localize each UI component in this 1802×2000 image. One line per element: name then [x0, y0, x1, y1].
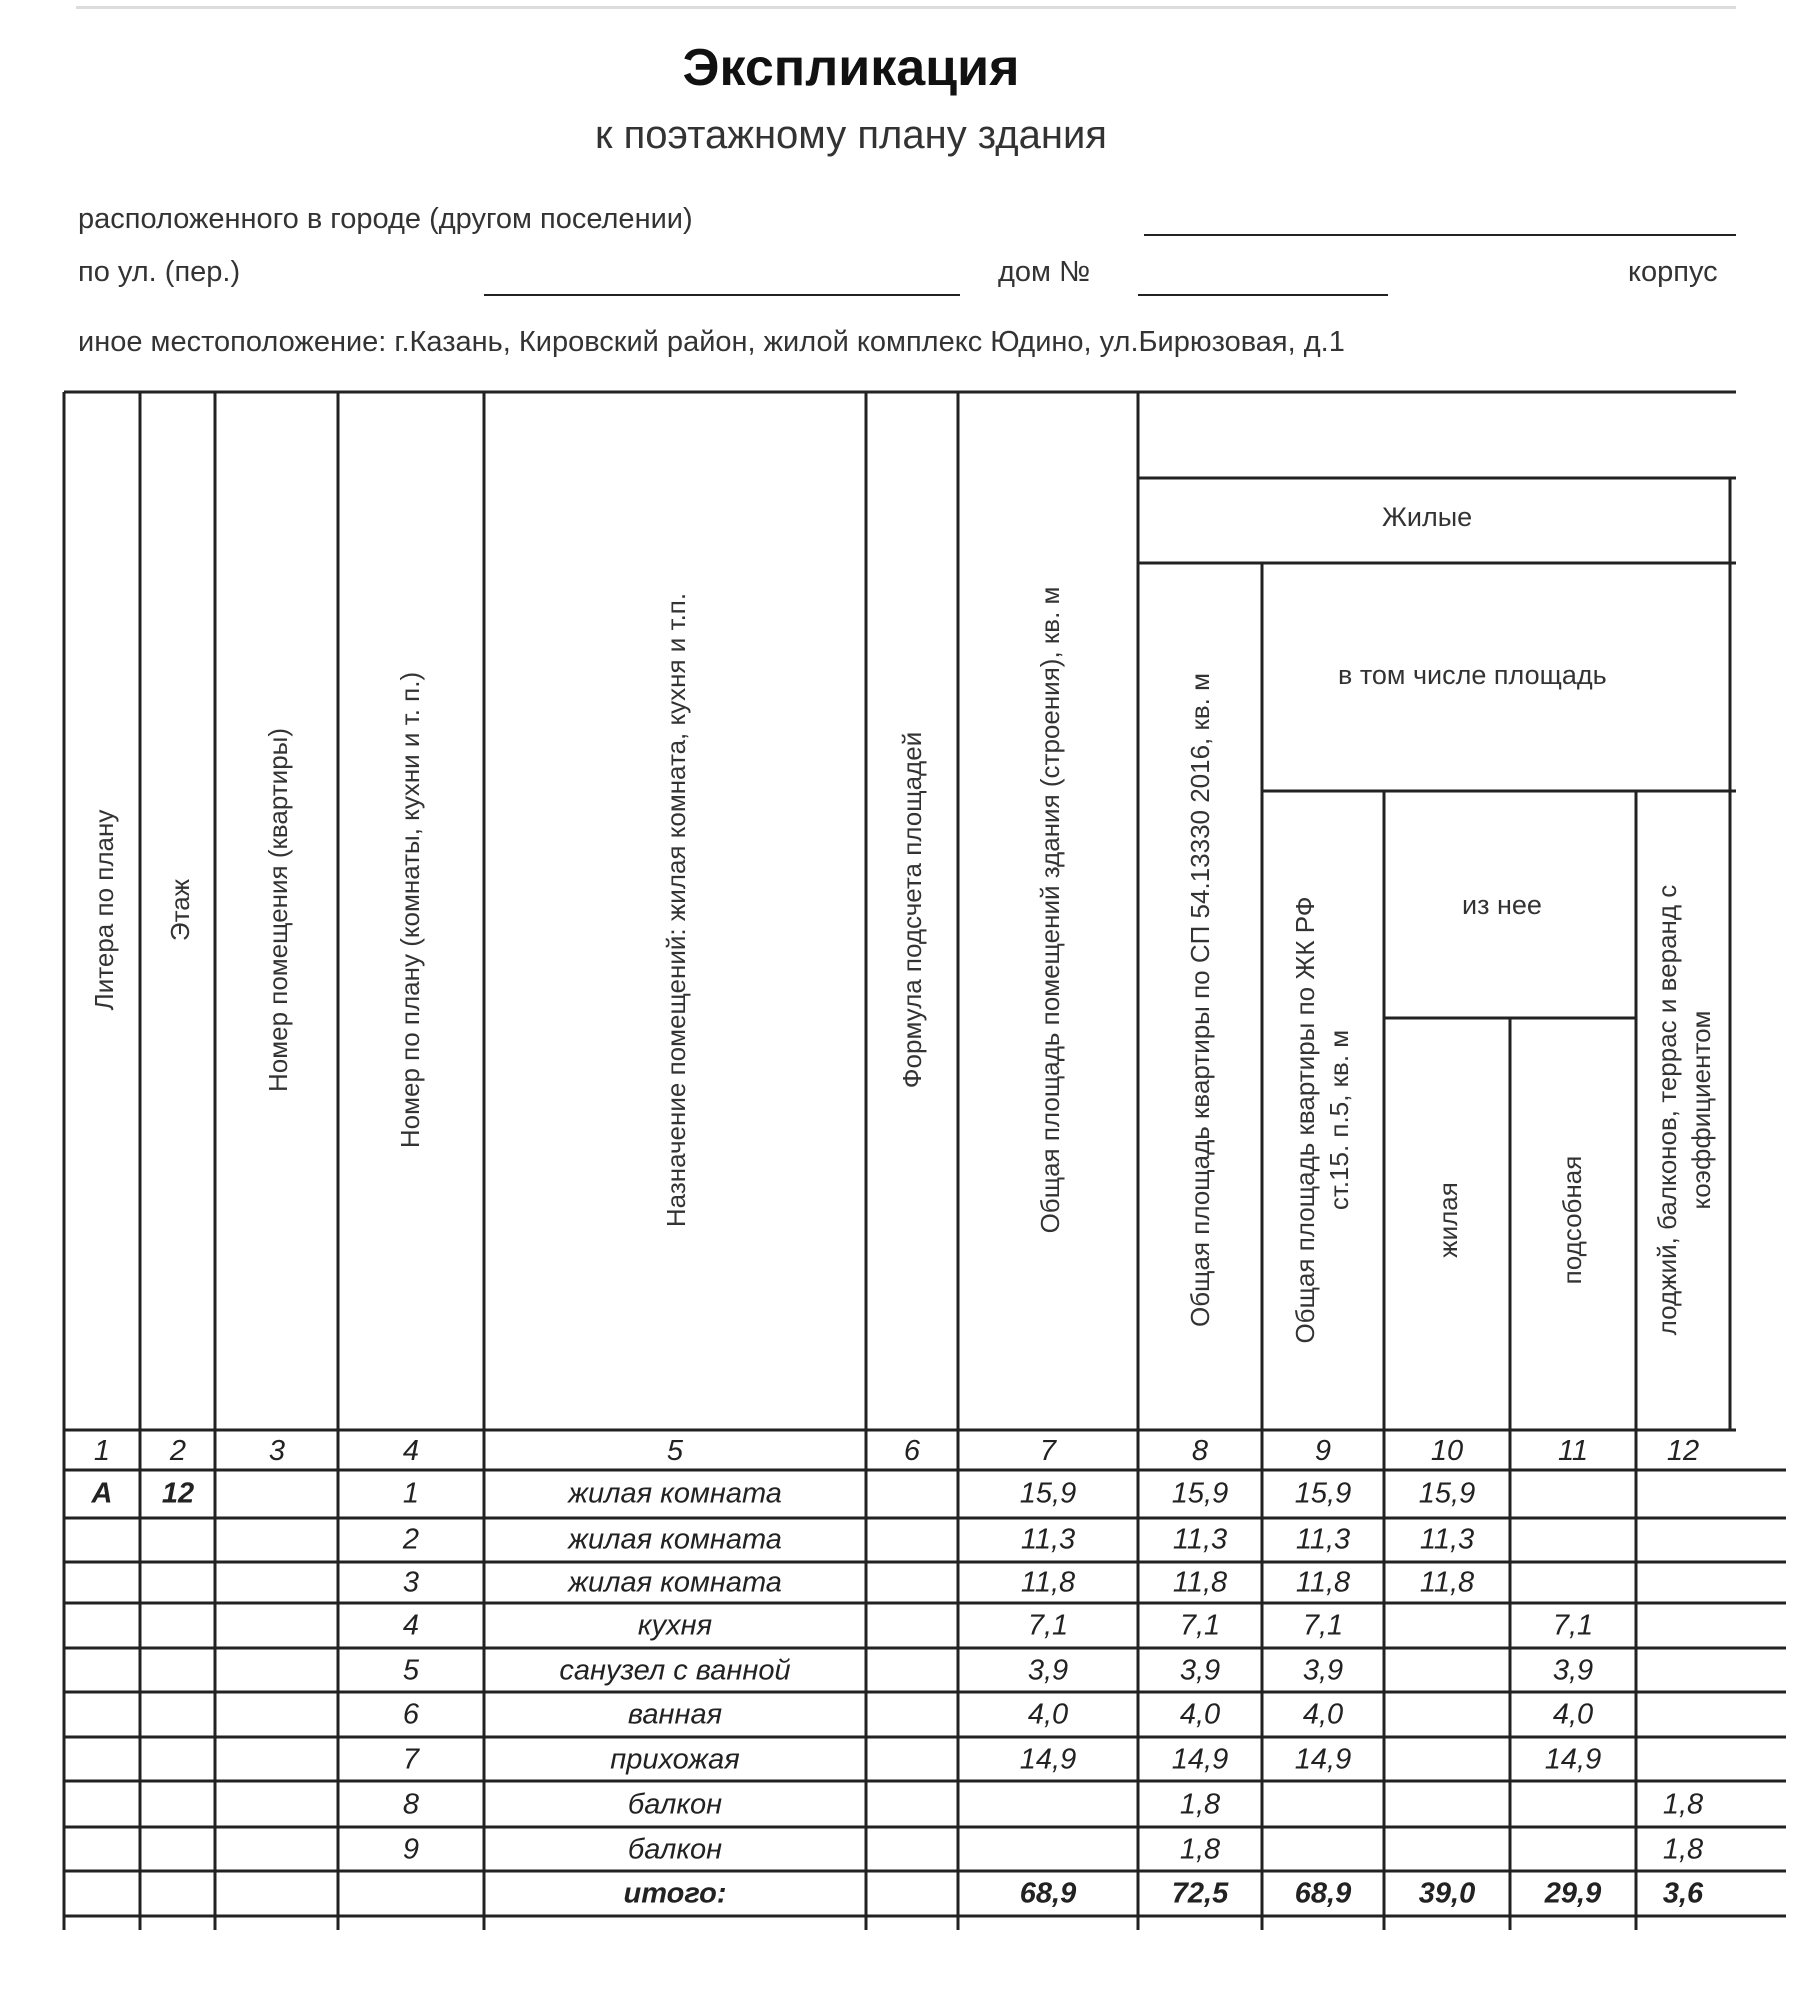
table-cell-c9: 3,9 — [1302, 1654, 1344, 1687]
document-subtitle: к поэтажному плану здания — [595, 113, 1107, 157]
table-cell-c4: 4 — [402, 1609, 420, 1642]
table-cell-c5: жилая комната — [568, 1477, 782, 1510]
col-number: 6 — [903, 1435, 921, 1467]
table-cell-c10: 11,8 — [1419, 1566, 1475, 1599]
col-number: 4 — [402, 1435, 420, 1467]
table-cell-c2: 12 — [161, 1477, 195, 1510]
table-cell-c11: 14,9 — [1544, 1743, 1602, 1776]
total-row-c7: 68,9 — [1019, 1877, 1077, 1910]
table-cell-c4: 5 — [402, 1654, 420, 1687]
col-header-total-zhk: Общая площадь квартиры по ЖК РФ ст.15. п.5, кв. м — [1290, 896, 1354, 1344]
document-title: Экспликация — [682, 39, 1020, 97]
col-header-balconies: лоджий, балконов, террас и веранд с коэффициентом — [1652, 884, 1716, 1336]
table-cell-c7: 11,3 — [1020, 1523, 1076, 1556]
table-cell-c8: 14,9 — [1171, 1743, 1229, 1776]
col-number: 7 — [1039, 1435, 1057, 1467]
col-number: 11 — [1557, 1435, 1589, 1467]
street-label: по ул. (пер.) — [78, 256, 241, 288]
table-cell-c9: 14,9 — [1294, 1743, 1352, 1776]
table-cell-c7: 4,0 — [1027, 1698, 1069, 1731]
table-cell-c5: балкон — [627, 1833, 723, 1866]
col-number: 9 — [1314, 1435, 1332, 1467]
total-row-c8: 72,5 — [1171, 1877, 1229, 1910]
table-cell-c9: 7,1 — [1302, 1609, 1344, 1642]
col-number: 12 — [1666, 1435, 1700, 1467]
total-row-c9: 68,9 — [1294, 1877, 1352, 1910]
table-cell-c7: 7,1 — [1027, 1609, 1069, 1642]
table-cell-c7: 11,8 — [1020, 1566, 1076, 1599]
table-cell-c4: 6 — [402, 1698, 420, 1731]
location-line: иное местоположение: г.Казань, Кировский район, жилой комплекс Юдино, ул.Бирюзовая, д.1 — [78, 326, 1345, 358]
col-number: 5 — [666, 1435, 684, 1467]
table-cell-c8: 11,3 — [1172, 1523, 1228, 1556]
house-label: дом № — [998, 256, 1091, 288]
table-cell-c4: 9 — [402, 1833, 420, 1866]
table-cell-c11: 4,0 — [1552, 1698, 1594, 1731]
table-cell-c5: ванная — [627, 1698, 723, 1731]
table-cell-c5: жилая комната — [568, 1523, 782, 1556]
col-header-total-building: Общая площадь помещений здания (строения), кв. м — [1035, 586, 1065, 1234]
table-cell-c8: 3,9 — [1179, 1654, 1221, 1687]
group-header-residential: Жилые — [1382, 502, 1473, 532]
col-header-purpose: Назначение помещений: жилая комната, кухня и т.п. — [661, 592, 691, 1228]
table-cell-c4: 3 — [402, 1566, 420, 1599]
table-cell-c9: 11,8 — [1295, 1566, 1351, 1599]
table-cell-c8: 11,8 — [1172, 1566, 1228, 1599]
col-header-auxiliary: подсобная — [1557, 1155, 1587, 1285]
table-cell-c7: 14,9 — [1019, 1743, 1077, 1776]
city-label: расположенного в городе (другом поселении) — [78, 203, 693, 235]
total-row-c12: 3,6 — [1662, 1877, 1704, 1910]
building-label: корпус — [1628, 256, 1718, 288]
col-number: 2 — [169, 1435, 187, 1467]
table-cell-c5: кухня — [637, 1609, 713, 1642]
col-header-living: жилая — [1433, 1182, 1463, 1258]
table-cell-c5: прихожая — [610, 1743, 740, 1776]
total-row-c11: 29,9 — [1544, 1877, 1602, 1910]
total-row-c10: 39,0 — [1418, 1877, 1476, 1910]
table-cell-c5: балкон — [627, 1788, 723, 1821]
table-cell-c1: А — [91, 1477, 113, 1510]
table-cell-c12: 1,8 — [1662, 1788, 1704, 1821]
col-number: 8 — [1191, 1435, 1209, 1467]
table-cell-c9: 11,3 — [1295, 1523, 1351, 1556]
table-cell-c11: 7,1 — [1552, 1609, 1594, 1642]
table-cell-c5: санузел с ванной — [559, 1654, 791, 1687]
table-cell-c7: 15,9 — [1019, 1477, 1077, 1510]
table-cell-c12: 1,8 — [1662, 1833, 1704, 1866]
table-cell-c4: 8 — [402, 1788, 420, 1821]
table-cell-c10: 15,9 — [1418, 1477, 1476, 1510]
table-cell-c9: 15,9 — [1294, 1477, 1352, 1510]
group-header-including: в том числе площадь — [1338, 660, 1607, 690]
col-header-letter: Литера по плану — [89, 809, 119, 1011]
col-header-room-number: Номер помещения (квартиры) — [263, 727, 293, 1093]
table-cell-c10: 11,3 — [1419, 1523, 1475, 1556]
col-number: 1 — [93, 1435, 111, 1467]
table-cell-c4: 1 — [402, 1477, 420, 1510]
table-cell-c8: 1,8 — [1179, 1788, 1221, 1821]
table-cell-c8: 7,1 — [1179, 1609, 1221, 1642]
table-cell-c8: 4,0 — [1179, 1698, 1221, 1731]
total-row-c5: итого: — [623, 1877, 727, 1910]
table-cell-c8: 1,8 — [1179, 1833, 1221, 1866]
table-cell-c7: 3,9 — [1027, 1654, 1069, 1687]
table-cell-c4: 2 — [402, 1523, 420, 1556]
col-header-floor: Этаж — [165, 878, 195, 942]
table-cell-c8: 15,9 — [1171, 1477, 1229, 1510]
table-cell-c9: 4,0 — [1302, 1698, 1344, 1731]
col-header-plan-number: Номер по плану (комнаты, кухни и т. п.) — [395, 671, 425, 1149]
col-header-formula: Формула подсчета площадей — [897, 731, 927, 1089]
table-cell-c4: 7 — [402, 1743, 420, 1776]
table-cell-c5: жилая комната — [568, 1566, 782, 1599]
table-cell-c11: 3,9 — [1552, 1654, 1594, 1687]
col-number: 10 — [1430, 1435, 1464, 1467]
col-header-total-sp: Общая площадь квартиры по СП 54.13330 2016, кв. м — [1185, 672, 1215, 1328]
col-number: 3 — [268, 1435, 286, 1467]
group-header-of-which: из нее — [1462, 890, 1542, 920]
